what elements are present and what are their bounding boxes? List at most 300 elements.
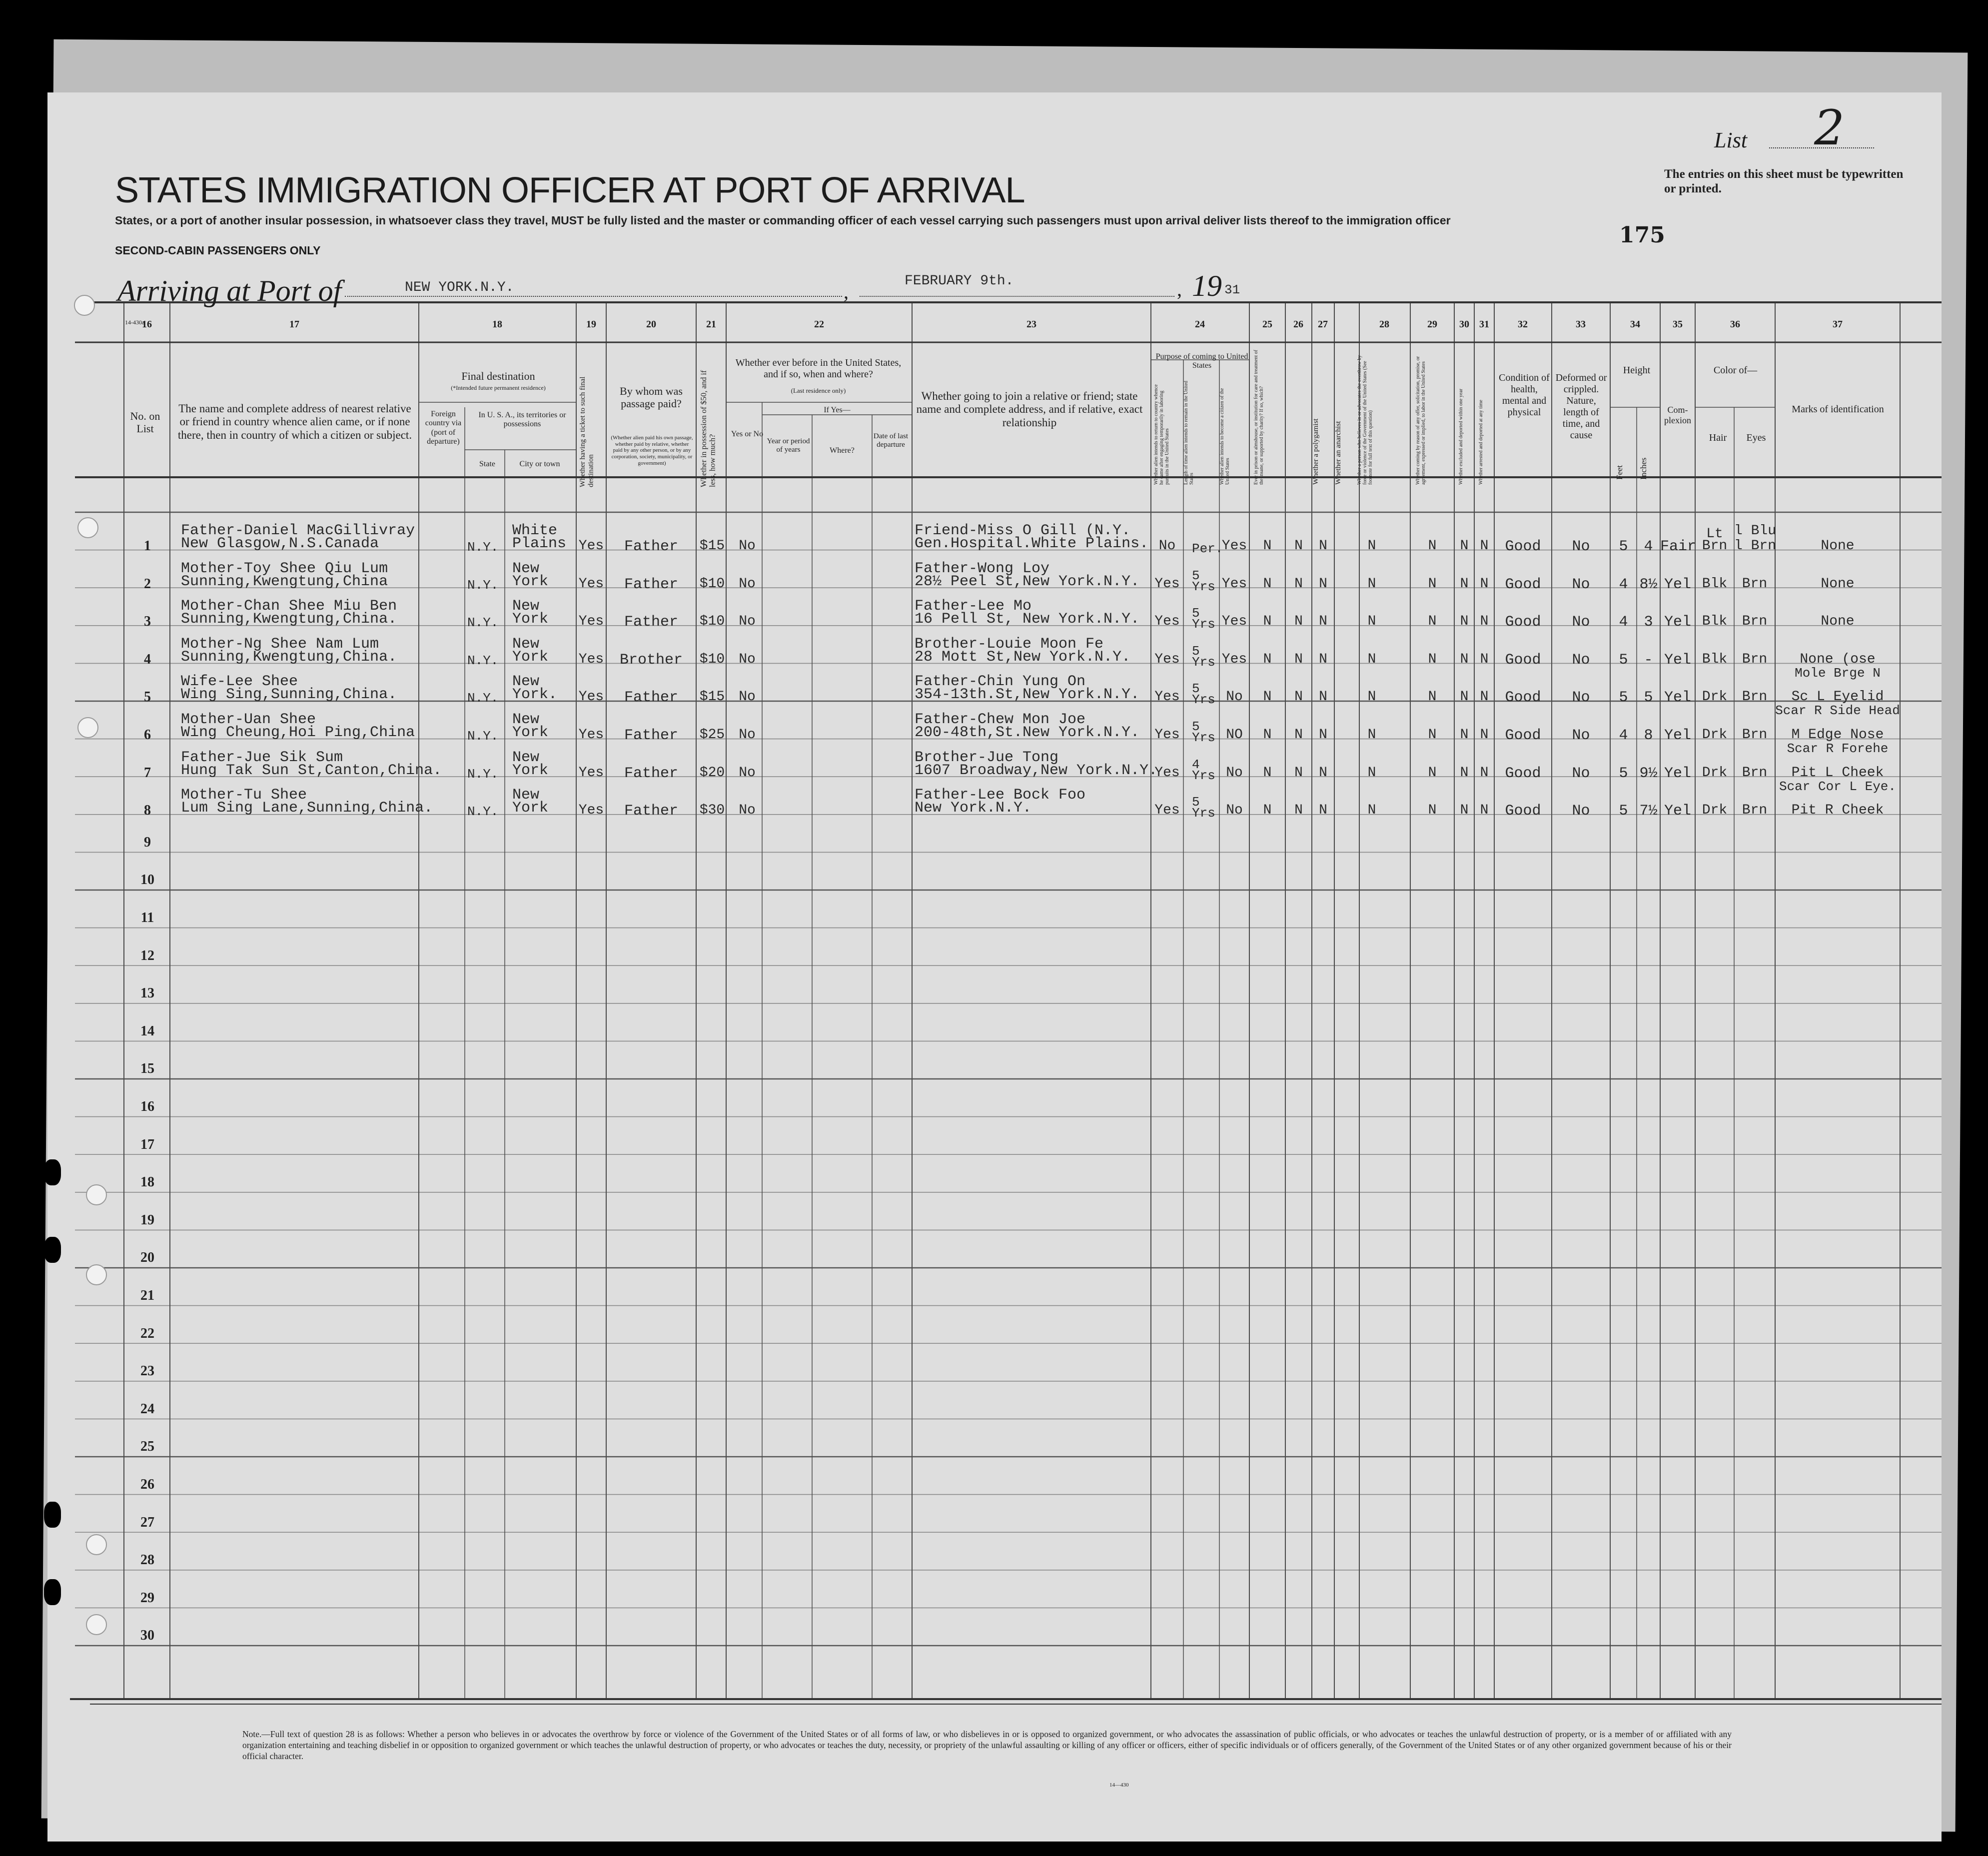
col19-header: Whether having a ticket to such final destination: [579, 376, 595, 487]
paid-by-value: Father: [624, 689, 679, 707]
height-inches: 8: [1644, 727, 1653, 744]
deformed-value: No: [1572, 689, 1590, 707]
question-c28-value: N: [1367, 727, 1376, 743]
purpose-length: Yrs: [1192, 806, 1215, 821]
purpose-length: Yrs: [1192, 617, 1215, 632]
class-label: SECOND-CABIN PASSENGERS ONLY: [115, 244, 321, 257]
row-number: 4: [144, 651, 151, 667]
column-number: 25: [1262, 319, 1272, 330]
row-number: 1: [144, 538, 151, 554]
height-feet: 5: [1619, 689, 1628, 707]
col22-yesno: Yes or No: [731, 430, 764, 438]
list-number: 2: [1814, 100, 1845, 156]
been-before-value: No: [739, 538, 756, 554]
row-number: 19: [140, 1212, 154, 1228]
col18-usa: In U. S. A., its territories or possessions: [478, 411, 566, 429]
column-number: 19: [586, 319, 596, 330]
col23-header: Whether going to join a relative or friend; state name and complete address, and if relative, exact relationship: [916, 390, 1143, 429]
col18-state: State: [479, 460, 495, 468]
question-c28-value: N: [1367, 576, 1376, 592]
col25-header: Ever in prison or almshouse, or institution for care and treatment of the insane, or supported by charity? If so, which?: [1253, 350, 1264, 485]
relative-name: Mother-Chan Shee Miu Ben: [181, 598, 397, 615]
col18-foreign: Foreign country via (port of departure): [425, 410, 462, 446]
row-number: 5: [144, 689, 151, 705]
hair-color: Drk: [1702, 803, 1728, 819]
relative-name: Father-Daniel MacGillivray: [181, 522, 415, 539]
row-number: 11: [140, 910, 154, 926]
column-number: 29: [1427, 319, 1437, 330]
question-c25-value: N: [1263, 576, 1272, 592]
question-c28-value: N: [1367, 803, 1376, 819]
purpose-length: 5: [1192, 643, 1200, 659]
been-before-value: No: [739, 727, 756, 743]
purpose-length: 5: [1192, 568, 1200, 583]
eye-color: Brn: [1742, 727, 1768, 743]
purpose-return: Yes: [1154, 803, 1180, 819]
binder-hole: [44, 1502, 61, 1528]
question-c26-value: N: [1294, 538, 1303, 554]
col20-sub: (Whether alien paid his own passage, whether paid by relative, whether paid by any other person, or by any corporation, society, municipality, or government): [611, 435, 693, 466]
column-number: 35: [1673, 319, 1683, 330]
ticket-value: Yes: [578, 576, 604, 592]
page-title: STATES IMMIGRATION OFFICER AT PORT OF ARRIVAL: [115, 170, 1025, 210]
binder-hole: [44, 1579, 61, 1605]
relative-name: Mother-Tu Shee: [181, 787, 307, 804]
question-c31-value: N: [1480, 576, 1489, 592]
relative-address: Sunning,Kwengtung,China.: [181, 648, 397, 666]
money-value: $30: [699, 803, 725, 819]
height-inches: 8½: [1639, 576, 1658, 593]
row-number: 16: [140, 1099, 154, 1114]
column-number: 32: [1518, 319, 1528, 330]
row-number: 17: [140, 1136, 154, 1152]
identification-marks: Sc L Eyelid: [1791, 689, 1884, 705]
sheet-number: 175: [1619, 222, 1665, 248]
punch-hole: [77, 517, 98, 538]
question-c27-value: N: [1319, 538, 1327, 554]
col18-title: Final destination: [461, 370, 535, 382]
destination-city: York: [512, 648, 549, 666]
joining-address: Gen.Hospital.White Plains.: [915, 535, 1149, 552]
money-value: $10: [699, 614, 725, 630]
question-c31-value: N: [1480, 614, 1489, 630]
identification-marks: Mole Brge N: [1795, 665, 1881, 681]
column-number: 31: [1479, 319, 1489, 330]
deformed-value: No: [1572, 727, 1590, 744]
port-line: [345, 296, 842, 297]
destination-city: New: [512, 635, 540, 653]
health-value: Good: [1505, 689, 1541, 707]
been-before-value: No: [739, 614, 756, 630]
comma: ,: [1177, 278, 1182, 300]
destination-city: York: [512, 762, 549, 779]
question-c26-value: N: [1294, 614, 1303, 630]
form-code: 14-430a: [125, 319, 145, 326]
column-number: 36: [1730, 319, 1740, 330]
height-inches: -: [1644, 651, 1653, 669]
purpose-length: 5: [1192, 719, 1200, 734]
purpose-citizen: NO: [1226, 727, 1243, 743]
complexion-value: Yel: [1664, 576, 1691, 593]
health-value: Good: [1505, 614, 1541, 631]
punch-hole: [86, 1184, 107, 1205]
eye-color: Brn: [1742, 689, 1768, 705]
row-number: 9: [144, 834, 151, 850]
col34-header: Height: [1623, 365, 1651, 376]
eye-color: Brn: [1742, 651, 1768, 667]
ticket-value: Yes: [578, 538, 604, 554]
question-c25-value: N: [1263, 765, 1272, 781]
joining-name: Father-Lee Mo: [915, 598, 1032, 615]
relative-address: Sunning,Kwengtung,China: [181, 573, 388, 590]
punch-hole: [77, 717, 98, 738]
identification-marks: Scar Cor L Eye.: [1779, 779, 1897, 794]
been-before-value: No: [739, 765, 756, 781]
eye-color: Brn: [1742, 614, 1768, 630]
height-feet: 5: [1619, 538, 1628, 555]
ticket-value: Yes: [578, 651, 604, 667]
purpose-return: Yes: [1154, 651, 1180, 667]
joining-name: Father-Chew Mon Joe: [915, 711, 1086, 728]
question-c29-value: N: [1428, 538, 1437, 554]
hair-color: Blk: [1702, 576, 1728, 592]
question-c30-value: N: [1460, 765, 1469, 781]
notice-text: States, or a port of another insular possession, in whatsoever class they travel, MUST be fully listed and the master or commanding officer of each vessel carrying such passengers must upon arrival deliver lists thereof to the immigration officer: [115, 214, 1451, 227]
ticket-value: Yes: [578, 765, 604, 781]
column-number: 21: [706, 319, 716, 330]
relative-address: Hung Tak Sun St,Canton,China.: [181, 762, 442, 779]
question-c26-value: N: [1294, 765, 1303, 781]
question-c30-value: N: [1460, 614, 1469, 630]
purpose-citizen: Yes: [1221, 651, 1247, 667]
ticket-value: Yes: [578, 614, 604, 630]
col22-ifyes: If Yes—: [824, 406, 851, 414]
destination-city: White: [512, 522, 558, 539]
col22-date: Date of last departure: [873, 432, 909, 449]
row-number: 12: [140, 947, 154, 963]
deformed-value: No: [1572, 803, 1590, 820]
purpose-return: Yes: [1154, 765, 1180, 781]
relative-address: Lum Sing Lane,Sunning,China.: [181, 800, 433, 817]
destination-state: N.Y.: [467, 577, 499, 593]
destination-city: York: [512, 800, 549, 817]
column-number: 27: [1318, 319, 1328, 330]
joining-name: Father-Wong Loy: [915, 560, 1050, 577]
hair-color: Drk: [1702, 689, 1728, 705]
identification-marks: None: [1821, 538, 1855, 554]
column-number: 37: [1833, 319, 1843, 330]
joining-address: 354-13th.St,New York.N.Y.: [915, 686, 1140, 704]
col36-eyes: Eyes: [1746, 432, 1766, 443]
money-value: $20: [699, 765, 725, 781]
deformed-value: No: [1572, 538, 1590, 555]
health-value: Good: [1505, 651, 1541, 669]
year-prefix: 19: [1192, 269, 1222, 302]
hair-color: Blk: [1702, 651, 1728, 667]
purpose-length: 5: [1192, 681, 1200, 697]
relative-name: Mother-Ng Shee Nam Lum: [181, 635, 379, 653]
col20-header: By whom was passage paid?: [620, 385, 683, 410]
question-c29-value: N: [1428, 689, 1437, 705]
health-value: Good: [1505, 765, 1541, 782]
col31-header: Whether arrested and deported at any time: [1478, 400, 1484, 485]
row-number: 13: [140, 985, 154, 1001]
question-c31-value: N: [1480, 689, 1489, 705]
column-number: 33: [1576, 319, 1586, 330]
purpose-length: Yrs: [1192, 654, 1215, 670]
height-feet: 4: [1619, 576, 1628, 593]
col27-header: Whether an anarchist: [1334, 421, 1342, 485]
row-number: 7: [144, 765, 151, 781]
joining-name: Father-Chin Yung On: [915, 673, 1086, 691]
identification-marks: None: [1821, 576, 1855, 592]
row-number: 20: [140, 1250, 154, 1266]
question-c29-value: N: [1428, 727, 1437, 743]
col21-header: Whether in possession of $50, and if less, how much?: [700, 370, 717, 487]
eye-color: l Blu: [1734, 523, 1777, 539]
row-number: 10: [140, 872, 154, 888]
destination-state: N.Y.: [467, 804, 499, 820]
purpose-length: Yrs: [1192, 730, 1215, 745]
row-number: 27: [140, 1514, 154, 1530]
deformed-value: No: [1572, 576, 1590, 593]
question-c27-value: N: [1319, 689, 1327, 705]
purpose-citizen: No: [1226, 689, 1243, 705]
question-c29-value: N: [1428, 576, 1437, 592]
hair-color: Blk: [1702, 614, 1728, 630]
complexion-value: Yel: [1664, 727, 1691, 744]
joining-name: Father-Lee Bock Foo: [915, 787, 1086, 804]
column-number: 28: [1379, 319, 1389, 330]
col36-header: Color of—: [1713, 365, 1758, 376]
question-c28-value: N: [1367, 689, 1376, 705]
question-c28-value: N: [1367, 765, 1376, 781]
question-c29-value: N: [1428, 765, 1437, 781]
joining-address: New York.N.Y.: [915, 800, 1032, 817]
question-c27-value: N: [1319, 727, 1327, 743]
question-c25-value: N: [1263, 538, 1272, 554]
col28-header: Whether a person who believes in or advocates the overthrow by force or violence of the Government of the United States (See footnote for full text of this question): [1357, 355, 1373, 485]
joining-name: Brother-Louie Moon Fe: [915, 635, 1104, 653]
col24c-header: Whether alien intends to become a citizen of the United States: [1219, 388, 1230, 485]
question-c27-value: N: [1319, 803, 1327, 819]
column-number: 23: [1026, 319, 1036, 330]
column-number: 20: [646, 319, 656, 330]
col33-header: Deformed or crippled. Nature, length of time, and cause: [1555, 372, 1607, 441]
question-c25-value: N: [1263, 727, 1272, 743]
question-c29-value: N: [1428, 614, 1437, 630]
joining-address: 28 Mott St,New York.N.Y.: [915, 648, 1131, 666]
question-c28-value: N: [1367, 614, 1376, 630]
destination-city: New: [512, 711, 540, 728]
row-number: 6: [144, 727, 151, 743]
col22-header: Whether ever before in the United States, and if so, when and where?: [735, 357, 902, 380]
col32-header: Condition of health, mental and physical: [1499, 372, 1550, 418]
eye-color: Brn: [1742, 576, 1768, 592]
destination-state: N.Y.: [467, 729, 499, 744]
purpose-length: 4: [1192, 757, 1200, 772]
relative-address: Sunning,Kwengtung,China.: [181, 611, 397, 628]
col29-header: Whether coming by reason of any offer, solicitation, promise, or agreement, expressed or implied, to labor in the United States: [1415, 356, 1426, 485]
money-value: $10: [699, 651, 725, 667]
been-before-value: No: [739, 576, 756, 592]
col26-header: Whether a polygamist: [1312, 418, 1320, 485]
health-value: Good: [1505, 803, 1541, 820]
money-value: $25: [699, 727, 725, 743]
column-number: 18: [492, 319, 502, 330]
row-number: 28: [140, 1552, 154, 1568]
question-c30-value: N: [1460, 576, 1469, 592]
been-before-value: No: [739, 651, 756, 667]
port-value: NEW YORK.N.Y.: [405, 280, 514, 295]
height-feet: 4: [1619, 727, 1628, 744]
col17-header: The name and complete address of nearest relative or friend in country whence alien came, or if none there, then in country of which a citizen or subject.: [177, 402, 412, 441]
height-inches: 9½: [1639, 765, 1658, 782]
column-number: 16: [142, 319, 152, 330]
col35-header: Com- plexion: [1664, 405, 1691, 425]
relative-address: Wing Cheung,Hoi Ping,China: [181, 724, 415, 741]
height-feet: 5: [1619, 803, 1628, 820]
height-feet: 4: [1619, 614, 1628, 631]
hair-color: Brn: [1702, 538, 1728, 554]
question-c26-value: N: [1294, 727, 1303, 743]
height-feet: 5: [1619, 651, 1628, 669]
destination-city: New: [512, 787, 540, 804]
col16-header: No. on List: [130, 410, 160, 435]
purpose-length: Yrs: [1192, 768, 1215, 783]
punch-hole: [74, 295, 95, 316]
destination-city: York.: [512, 686, 558, 704]
identification-marks: Pit R Cheek: [1791, 803, 1884, 819]
identification-marks: Scar R Forehe: [1787, 741, 1889, 756]
purpose-length: 5: [1192, 795, 1200, 810]
comma: ,: [844, 280, 849, 303]
punch-hole: [86, 1264, 107, 1285]
destination-city: New: [512, 673, 540, 691]
question-c31-value: N: [1480, 727, 1489, 743]
relative-name: Mother-Toy Shee Qiu Lum: [181, 560, 388, 577]
complexion-value: Yel: [1664, 765, 1691, 782]
destination-state: N.Y.: [467, 615, 499, 631]
question-c25-value: N: [1263, 614, 1272, 630]
col34-inches: Inches: [1639, 457, 1648, 480]
destination-city: New: [512, 560, 540, 577]
destination-city: York: [512, 611, 549, 628]
row-number: 25: [140, 1439, 154, 1455]
question-c30-value: N: [1460, 727, 1469, 743]
column-number: 26: [1293, 319, 1303, 330]
eye-color: Brn: [1742, 765, 1768, 781]
question-c27-value: N: [1319, 651, 1327, 667]
purpose-citizen: Yes: [1221, 614, 1247, 630]
joining-name: Friend-Miss O Gill (N.Y.: [915, 522, 1131, 539]
joining-address: 28½ Peel St,New York.N.Y.: [915, 573, 1140, 590]
height-feet: 5: [1619, 765, 1628, 782]
height-inches: 7½: [1639, 803, 1658, 820]
col24a-header: Whether alien intends to return to country whence he came after engaging temporarily in laboring pursuits in the United States: [1153, 384, 1170, 485]
question-c31-value: N: [1480, 651, 1489, 667]
binder-hole: [44, 1237, 61, 1263]
column-number: 24: [1195, 319, 1205, 330]
ticket-value: Yes: [578, 803, 604, 819]
hair-color: Lt: [1706, 526, 1723, 542]
question-c26-value: N: [1294, 689, 1303, 705]
complexion-value: Fair: [1660, 538, 1697, 555]
health-value: Good: [1505, 576, 1541, 593]
question-c26-value: N: [1294, 576, 1303, 592]
row-number: 2: [144, 576, 151, 592]
been-before-value: No: [739, 689, 756, 705]
money-value: $10: [699, 576, 725, 592]
identification-marks: Pit L Cheek: [1791, 765, 1884, 781]
binder-hole: [44, 1159, 61, 1185]
paid-by-value: Father: [624, 727, 679, 744]
joining-address: 200-48th,St.New York.N.Y.: [915, 724, 1140, 741]
typewritten-instruction: The entries on this sheet must be typewritten or printed.: [1664, 167, 1904, 195]
paid-by-value: Father: [624, 538, 679, 555]
complexion-value: Yel: [1664, 651, 1691, 669]
relative-address: Wing Sing,Sunning,China.: [181, 686, 397, 704]
ticket-value: Yes: [578, 727, 604, 743]
relative-name: Mother-Uan Shee: [181, 711, 316, 728]
destination-city: York: [512, 573, 549, 590]
col37-header: Marks of identification: [1792, 404, 1884, 415]
row-number: 3: [144, 614, 151, 630]
row-number: 26: [140, 1477, 154, 1492]
height-inches: 4: [1644, 538, 1653, 555]
purpose-return: No: [1158, 538, 1176, 554]
row-number: 14: [140, 1023, 154, 1039]
column-number: 22: [814, 319, 824, 330]
eye-color: l Brn: [1734, 538, 1777, 554]
complexion-value: Yel: [1664, 803, 1691, 820]
destination-city: New: [512, 749, 540, 766]
identification-marks: Scar R Side Head: [1775, 703, 1900, 719]
col30-header: Whether excluded and deported within one year: [1458, 388, 1464, 485]
health-value: Good: [1505, 727, 1541, 744]
destination-city: Plains: [512, 535, 567, 552]
question-c31-value: N: [1480, 765, 1489, 781]
destination-city: York: [512, 724, 549, 741]
row-number: 30: [140, 1628, 154, 1644]
purpose-citizen: No: [1226, 803, 1243, 819]
column-number: 34: [1630, 319, 1640, 330]
purpose-length: Yrs: [1192, 579, 1215, 594]
purpose-return: Yes: [1154, 576, 1180, 592]
identification-marks: None: [1821, 614, 1855, 630]
destination-state: N.Y.: [467, 653, 499, 668]
deformed-value: No: [1572, 651, 1590, 669]
question-c30-value: N: [1460, 689, 1469, 705]
paid-by-value: Father: [624, 576, 679, 593]
question-c25-value: N: [1263, 689, 1272, 705]
row-number: 29: [140, 1590, 154, 1606]
row-number: 18: [140, 1174, 154, 1190]
question-c28-value: N: [1367, 538, 1376, 554]
punch-hole: [86, 1614, 107, 1635]
col22-sub: (Last residence only): [791, 387, 846, 394]
money-value: $15: [699, 538, 725, 554]
question-c29-value: N: [1428, 651, 1437, 667]
deformed-value: No: [1572, 614, 1590, 631]
health-value: Good: [1505, 538, 1541, 555]
question-c29-value: N: [1428, 803, 1437, 819]
question-c27-value: N: [1319, 576, 1327, 592]
question-c27-value: N: [1319, 765, 1327, 781]
complexion-value: Yel: [1664, 689, 1691, 707]
purpose-citizen: No: [1226, 765, 1243, 781]
paid-by-value: Father: [624, 803, 679, 820]
